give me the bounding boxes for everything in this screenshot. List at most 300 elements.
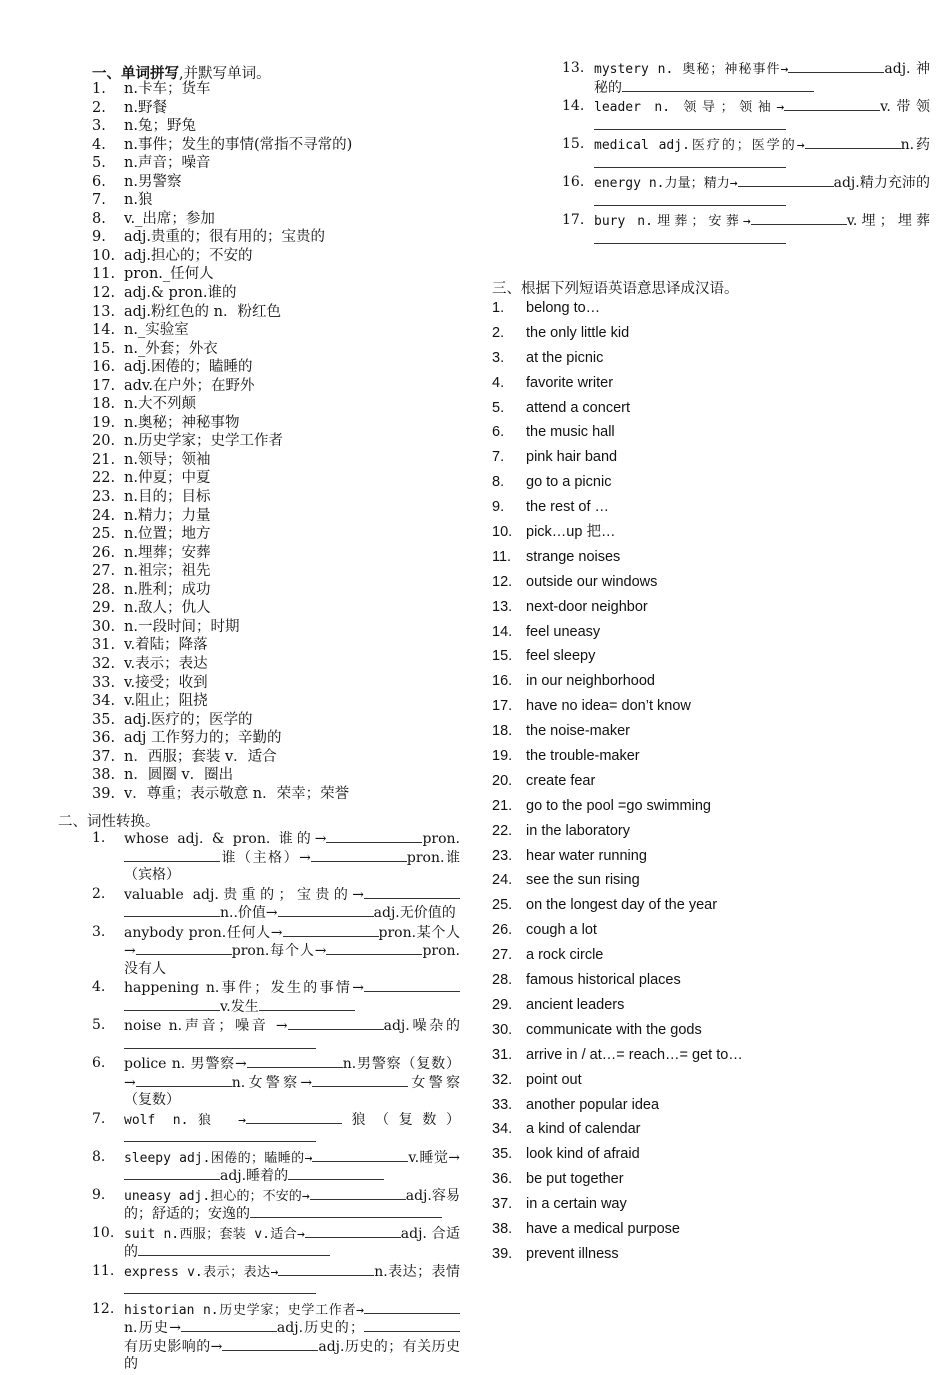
- phrase-text: next-door neighbor: [526, 598, 648, 615]
- conversion-text: [594, 174, 930, 211]
- answer-blank[interactable]: [788, 60, 884, 73]
- item-number: 15.: [92, 340, 116, 357]
- answer-blank[interactable]: [124, 1036, 220, 1049]
- item-number: 15.: [562, 136, 585, 152]
- item-number: 14.: [562, 98, 585, 114]
- phrase-text: be put together: [526, 1171, 624, 1188]
- item-text: n.男警察（复数）→: [124, 1056, 460, 1091]
- conversion-item: [92, 1111, 460, 1148]
- vocab-definition: n.奥秘；神秘事物: [124, 414, 240, 431]
- phrase-item: [492, 744, 932, 769]
- item-number: 6.: [92, 1055, 106, 1071]
- item-text: police n. 男警察→: [124, 1056, 247, 1072]
- item-text: pron.某个人 →: [124, 924, 460, 959]
- answer-blank[interactable]: [222, 1338, 318, 1351]
- vocab-item: [92, 581, 462, 600]
- phrase-item: [492, 1043, 932, 1068]
- phrase-text: go to a picnic: [526, 474, 612, 491]
- answer-blank[interactable]: [283, 924, 379, 937]
- answer-blank[interactable]: [124, 1281, 220, 1294]
- vocab-item: [92, 340, 462, 359]
- answer-blank[interactable]: [738, 174, 834, 187]
- vocab-item: [92, 785, 462, 804]
- answer-blank[interactable]: [136, 942, 232, 955]
- vocab-item: [92, 525, 462, 544]
- phrase-text: belong to…: [526, 300, 601, 316]
- phrase-item: [492, 968, 932, 993]
- vocab-item: [92, 358, 462, 377]
- conversion-text: [124, 1111, 460, 1148]
- item-number: 32.: [492, 1071, 513, 1088]
- item-number: 6.: [492, 424, 505, 441]
- vocab-item: [92, 599, 462, 618]
- item-number: 34.: [492, 1121, 513, 1138]
- answer-blank[interactable]: [278, 904, 374, 917]
- answer-blank[interactable]: [312, 1074, 408, 1087]
- conversion-text: [124, 1017, 460, 1054]
- conversion-text: [124, 1187, 460, 1224]
- answer-blank[interactable]: [690, 231, 786, 244]
- vocab-item: [92, 655, 462, 674]
- item-text: adj.容易的；舒适的；安逸的: [124, 1187, 460, 1222]
- answer-blank[interactable]: [622, 79, 718, 92]
- item-number: 20.: [492, 772, 513, 789]
- phrase-item: [492, 893, 932, 918]
- answer-blank[interactable]: [220, 1036, 316, 1049]
- phrase-item: [492, 1093, 932, 1118]
- answer-blank[interactable]: [288, 1167, 384, 1180]
- answer-blank[interactable]: [305, 1225, 401, 1238]
- item-text: 女警察（复数）: [124, 1074, 461, 1108]
- answer-blank[interactable]: [718, 79, 814, 92]
- answer-blank[interactable]: [181, 1319, 277, 1332]
- item-number: 35.: [92, 711, 116, 728]
- answer-blank[interactable]: [594, 155, 690, 168]
- answer-blank[interactable]: [246, 1111, 342, 1124]
- phrase-text: on the longest day of the year: [526, 897, 718, 914]
- vocab-definition: n.精力；力量: [124, 507, 211, 524]
- answer-blank[interactable]: [259, 998, 355, 1011]
- vocab-item: [92, 469, 462, 488]
- vocab-list: [92, 80, 462, 803]
- item-number: 16.: [92, 359, 116, 376]
- item-number: 2.: [92, 885, 106, 902]
- vocab-definition: n.野餐: [124, 99, 167, 116]
- item-number: 18.: [492, 723, 513, 740]
- item-number: 28.: [492, 972, 513, 989]
- phrase-text: the noise-maker: [526, 723, 630, 740]
- item-number: 12.: [92, 1300, 115, 1317]
- vocab-definition: v._出席；参加: [124, 210, 215, 227]
- vocab-definition: n.兔；野兔: [124, 118, 196, 135]
- item-text: 有历史影响的→: [124, 1338, 223, 1355]
- phrase-item: [492, 595, 932, 620]
- item-number: 20.: [92, 433, 116, 450]
- phrase-item: [492, 1242, 932, 1267]
- item-number: 22.: [92, 470, 116, 487]
- phrase-item: [492, 1192, 932, 1217]
- vocab-definition: n.仲夏；中夏: [124, 470, 211, 487]
- vocab-item: [92, 284, 462, 303]
- item-text: pron.每个人→: [231, 943, 327, 959]
- item-number: 9.: [92, 1186, 106, 1203]
- vocab-item: [92, 766, 462, 785]
- conversion-item: [92, 1187, 460, 1224]
- phrase-text: pick…up 把…: [526, 524, 616, 541]
- conversion-item: [92, 886, 460, 923]
- vocab-definition: n．西服；套装 v．适合: [124, 748, 277, 765]
- item-number: 36.: [492, 1171, 513, 1188]
- item-number: 17.: [562, 212, 585, 228]
- conversion-text: [124, 1225, 460, 1262]
- answer-blank[interactable]: [250, 1205, 346, 1218]
- vocab-item: [92, 377, 462, 396]
- item-text: n.女警察→: [231, 1074, 313, 1091]
- phrase-item: [492, 1117, 932, 1142]
- answer-blank[interactable]: [364, 1301, 460, 1314]
- item-number: 23.: [92, 489, 116, 506]
- item-number: 27.: [92, 563, 116, 580]
- item-number: 3.: [492, 349, 505, 366]
- item-number: 9.: [92, 229, 106, 246]
- phrase-text: the only little kid: [526, 324, 630, 341]
- conversion-text: [594, 60, 930, 97]
- item-text: leader n. 领导；领袖→: [594, 100, 785, 115]
- phrase-text: prevent illness: [526, 1245, 619, 1262]
- answer-blank[interactable]: [136, 1074, 232, 1087]
- conversion-item: [92, 924, 460, 979]
- answer-blank[interactable]: [594, 117, 690, 130]
- item-number: 8.: [492, 474, 505, 491]
- item-text: adj.无价值的: [373, 905, 456, 921]
- item-text: adj.历史的；: [276, 1320, 364, 1336]
- item-number: 10.: [92, 1224, 115, 1241]
- item-number: 30.: [492, 1021, 513, 1038]
- item-text: pron.: [422, 831, 460, 847]
- vocab-definition: n.位置；地方: [124, 526, 211, 543]
- phrase-list: [492, 296, 932, 1267]
- conversion-item: [562, 60, 930, 97]
- vocab-definition: n.大不列颠: [124, 396, 196, 413]
- answer-blank[interactable]: [364, 979, 460, 992]
- answer-blank[interactable]: [346, 1205, 442, 1218]
- item-text: v.发生: [220, 998, 259, 1015]
- item-number: 13.: [92, 303, 116, 320]
- item-number: 2.: [492, 324, 505, 341]
- item-number: 38.: [92, 767, 116, 784]
- phrase-text: a rock circle: [526, 947, 604, 964]
- item-number: 10.: [92, 247, 116, 264]
- vocab-item: [92, 117, 462, 136]
- item-number: 39.: [492, 1245, 513, 1262]
- phrase-text: the trouble-maker: [526, 748, 640, 765]
- item-text: v.睡觉→: [408, 1149, 460, 1166]
- phrase-item: [492, 445, 932, 470]
- phrase-text: famous historical places: [526, 972, 681, 989]
- phrase-item: [492, 470, 932, 495]
- answer-blank[interactable]: [690, 117, 786, 130]
- phrase-item: [492, 844, 932, 869]
- answer-blank[interactable]: [247, 1055, 343, 1068]
- conversion-text: [124, 1301, 460, 1374]
- vocab-definition: adj.担心的；不安的: [124, 247, 253, 264]
- conversion-item: [92, 979, 460, 1016]
- vocab-definition: v.阻止；阻挠: [124, 693, 208, 710]
- phrase-text: the rest of …: [526, 499, 610, 516]
- item-text: uneasy adj.担心的；不安的→: [124, 1188, 310, 1204]
- answer-blank[interactable]: [124, 1129, 220, 1142]
- phrase-text: look kind of afraid: [526, 1146, 640, 1163]
- vocab-item: [92, 711, 462, 730]
- part2-list: [92, 830, 460, 1375]
- vocab-definition: pron._任何人: [124, 266, 214, 283]
- phrase-item: [492, 371, 932, 396]
- conversion-text: [124, 1055, 460, 1110]
- item-text: 谁（主格）→: [220, 849, 311, 866]
- conversion-item: [562, 212, 930, 249]
- phrase-text: another popular idea: [526, 1096, 660, 1113]
- item-number: 19.: [492, 748, 513, 765]
- item-number: 35.: [492, 1146, 513, 1163]
- conversion-item: [92, 1055, 460, 1110]
- item-text: mystery n. 奥秘；神秘事件→: [594, 62, 789, 77]
- phrase-item: [492, 794, 932, 819]
- answer-blank[interactable]: [690, 193, 786, 206]
- vocab-definition: n.事件；发生的事情(常指不寻常的): [124, 136, 353, 153]
- vocab-item: [92, 321, 462, 340]
- phrase-text: communicate with the gods: [526, 1021, 702, 1038]
- phrase-text: feel sleepy: [526, 648, 596, 665]
- item-number: 12.: [492, 573, 513, 590]
- vocab-definition: adj.医疗的；医学的: [124, 711, 253, 728]
- item-number: 30.: [92, 618, 116, 635]
- answer-blank[interactable]: [594, 193, 690, 206]
- item-number: 11.: [92, 1262, 115, 1279]
- vocab-item: [92, 210, 462, 229]
- item-text: adj. 神秘的: [594, 61, 930, 96]
- item-number: 12.: [92, 285, 116, 302]
- phrase-text: outside our windows: [526, 573, 658, 590]
- vocab-definition: n._实验室: [124, 322, 189, 339]
- phrase-text: cough a lot: [526, 922, 597, 939]
- answer-blank[interactable]: [326, 942, 422, 955]
- answer-blank[interactable]: [751, 212, 847, 225]
- phrase-text: strange noises: [526, 548, 621, 565]
- item-number: 5.: [92, 155, 106, 172]
- phrase-item: [492, 346, 932, 371]
- item-number: 37.: [92, 748, 116, 765]
- item-number: 39.: [92, 785, 116, 802]
- item-number: 13.: [562, 60, 585, 76]
- answer-blank[interactable]: [594, 231, 690, 244]
- vocab-item: [92, 729, 462, 748]
- phrase-text: ancient leaders: [526, 996, 625, 1013]
- phrase-item: [492, 644, 932, 669]
- answer-blank[interactable]: [310, 1187, 406, 1200]
- item-number: 1.: [92, 81, 106, 97]
- conversion-text: [124, 830, 460, 885]
- phrase-item: [492, 396, 932, 421]
- vocab-item: [92, 154, 462, 173]
- vocab-definition: n.卡车；货车: [124, 81, 211, 97]
- vocab-definition: n.声音；噪音: [124, 155, 211, 172]
- vocab-definition: v．尊重；表示敬意 n．荣幸；荣誉: [124, 785, 350, 802]
- item-number: 14.: [92, 322, 116, 339]
- vocab-item: [92, 80, 462, 99]
- conversion-text: [124, 886, 460, 923]
- item-number: 27.: [492, 947, 513, 964]
- answer-blank[interactable]: [138, 1243, 234, 1256]
- item-number: 14.: [492, 623, 513, 640]
- item-number: 25.: [492, 897, 513, 914]
- item-number: 8.: [92, 1148, 106, 1165]
- part1-title-bold: 一、单词拼写: [92, 65, 179, 82]
- answer-blank[interactable]: [288, 1017, 384, 1030]
- vocab-definition: n.一段时间；时期: [124, 618, 240, 635]
- item-number: 11.: [92, 266, 116, 283]
- vocab-definition: v.着陆；降落: [124, 637, 208, 654]
- item-number: 17.: [92, 377, 116, 394]
- vocab-item: [92, 228, 462, 247]
- vocab-item: [92, 748, 462, 767]
- answer-blank[interactable]: [220, 1281, 316, 1294]
- item-text: noise n.声音；噪音 →: [124, 1018, 288, 1034]
- item-number: 26.: [492, 922, 513, 939]
- vocab-definition: adv.在户外；在野外: [124, 377, 255, 394]
- answer-blank[interactable]: [124, 1167, 220, 1180]
- item-text: whose adj. & pron. 谁的→: [124, 831, 327, 847]
- phrase-text: a kind of calendar: [526, 1121, 641, 1138]
- vocab-item: [92, 136, 462, 155]
- answer-blank[interactable]: [312, 1149, 408, 1162]
- vocab-item: [92, 303, 462, 322]
- part1-title-rest: ,并默写单词。: [179, 66, 271, 82]
- answer-blank[interactable]: [364, 886, 460, 899]
- answer-blank[interactable]: [326, 830, 422, 843]
- item-number: 2.: [92, 99, 106, 116]
- item-number: 22.: [492, 822, 513, 839]
- item-text: 狼（复数）: [341, 1111, 460, 1128]
- answer-blank[interactable]: [124, 849, 220, 862]
- item-number: 26.: [92, 544, 116, 561]
- item-number: 4.: [492, 374, 505, 391]
- vocab-item: [92, 414, 462, 433]
- answer-blank[interactable]: [124, 904, 220, 917]
- phrase-item: [492, 545, 932, 570]
- item-text: n.历史→: [124, 1320, 181, 1336]
- item-text: adj.精力充沛的: [833, 175, 930, 191]
- conversion-item: [92, 1017, 460, 1054]
- phrase-item: [492, 1217, 932, 1242]
- item-text: adj.噪杂的: [383, 1018, 460, 1034]
- phrase-item: [492, 520, 932, 545]
- answer-blank[interactable]: [124, 998, 220, 1011]
- conversion-text: [124, 1263, 460, 1300]
- phrase-item: [492, 296, 932, 321]
- item-text: adj.历史的；有关历史的: [124, 1338, 460, 1372]
- item-number: 17.: [492, 698, 513, 715]
- phrase-text: in a certain way: [526, 1196, 627, 1213]
- vocab-item: [92, 674, 462, 693]
- item-number: 16.: [492, 673, 513, 690]
- phrase-item: [492, 669, 932, 694]
- answer-blank[interactable]: [234, 1243, 330, 1256]
- item-text: happening n.事件；发生的事情→: [124, 980, 364, 996]
- phrase-text: pink hair band: [526, 449, 618, 466]
- item-number: 33.: [492, 1096, 513, 1113]
- vocab-item: [92, 488, 462, 507]
- item-number: 7.: [92, 1110, 106, 1127]
- phrase-item: [492, 570, 932, 595]
- answer-blank[interactable]: [364, 1319, 460, 1332]
- phrase-text: attend a concert: [526, 399, 630, 416]
- phrase-item: [492, 321, 932, 346]
- vocab-definition: n.胜利；成功: [124, 581, 211, 598]
- item-number: 38.: [492, 1220, 513, 1237]
- item-number: 5.: [492, 399, 505, 416]
- vocab-definition: n.敌人；仇人: [124, 600, 211, 617]
- answer-blank[interactable]: [311, 849, 407, 862]
- item-number: 21.: [492, 797, 513, 814]
- vocab-definition: adj.& pron.谁的: [124, 285, 237, 302]
- vocab-item: [92, 507, 462, 526]
- item-text: n.表达；表情: [374, 1263, 460, 1280]
- vocab-item: [92, 265, 462, 284]
- vocab-item: [92, 247, 462, 266]
- phrase-item: [492, 620, 932, 645]
- item-text: v.埋；埋葬: [846, 213, 930, 229]
- vocab-definition: n．圆圈 v．圈出: [124, 767, 234, 784]
- vocab-item: [92, 432, 462, 451]
- item-number: 36.: [92, 730, 116, 747]
- phrase-text: favorite writer: [526, 374, 614, 391]
- vocab-definition: adj 工作努力的；辛勤的: [124, 730, 282, 747]
- item-number: 4.: [92, 979, 106, 995]
- item-number: 31.: [492, 1046, 513, 1063]
- item-number: 10.: [492, 524, 513, 541]
- item-number: 31.: [92, 637, 116, 654]
- phrase-text: point out: [526, 1071, 582, 1088]
- item-text: suit n.西服；套装 v.适合→: [124, 1226, 305, 1242]
- answer-blank[interactable]: [805, 136, 901, 149]
- phrase-item: [492, 993, 932, 1018]
- vocab-definition: n.领导；领袖: [124, 451, 211, 468]
- conversion-item: [562, 174, 930, 211]
- answer-blank[interactable]: [690, 155, 786, 168]
- vocab-definition: adj.困倦的；瞌睡的: [124, 359, 253, 376]
- item-text: v.带领: [880, 99, 930, 115]
- item-number: 1.: [92, 830, 106, 846]
- phrase-text: in the laboratory: [526, 822, 630, 839]
- vocab-item: [92, 451, 462, 470]
- answer-blank[interactable]: [220, 1129, 316, 1142]
- answer-blank[interactable]: [784, 98, 880, 111]
- conversion-text: [594, 136, 930, 173]
- phrase-text: in our neighborhood: [526, 673, 655, 690]
- phrase-item: [492, 495, 932, 520]
- vocab-definition: n.狼: [124, 192, 153, 209]
- phrase-item: [492, 1068, 932, 1093]
- vocab-item: [92, 544, 462, 563]
- vocab-item: [92, 173, 462, 192]
- phrase-item: [492, 1018, 932, 1043]
- item-number: 25.: [92, 526, 116, 543]
- conversion-text: [124, 979, 460, 1016]
- answer-blank[interactable]: [278, 1263, 374, 1276]
- vocab-definition: v.表示；表达: [124, 655, 208, 672]
- phrase-item: [492, 420, 932, 445]
- conversion-item: [92, 1301, 460, 1374]
